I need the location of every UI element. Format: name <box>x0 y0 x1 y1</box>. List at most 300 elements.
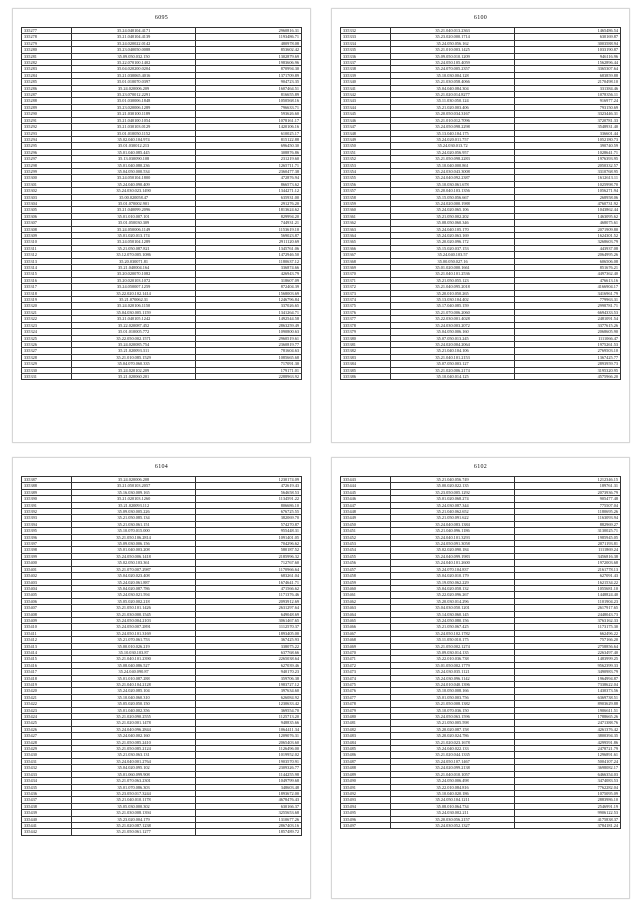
amount-cell: 1344271.12 <box>196 188 302 194</box>
row-id-cell: 335381 <box>341 341 391 347</box>
code-cell: 35.24.040.002.160 <box>71 733 195 739</box>
row-id-cell: 335379 <box>341 329 391 335</box>
row-id-cell: 335320 <box>22 303 72 309</box>
code-cell: 35.21.020.006.2174 <box>390 367 514 373</box>
row-id-cell: 335491 <box>341 784 391 790</box>
code-cell: 35.14.030.060.145 <box>390 611 514 617</box>
amount-cell: 338075.22 <box>196 643 302 649</box>
amount-cell: 870994.30 <box>196 66 302 72</box>
row-id-cell: 335404 <box>22 585 72 591</box>
amount-cell: 564658.53 <box>196 489 302 495</box>
row-id-cell: 335471 <box>341 656 391 662</box>
code-cell: 35.24.040.105.170 <box>390 226 514 232</box>
row-id-cell: 335405 <box>22 592 72 598</box>
amount-cell: 2883986.10 <box>515 797 621 803</box>
code-cell: 35.24.040.001.2764 <box>71 758 195 764</box>
amount-cell: 1180637.12 <box>196 258 302 264</box>
row-id-cell: 335355 <box>341 175 391 181</box>
amount-cell: 1472946.50 <box>196 252 302 258</box>
amount-cell: 806686.10 <box>196 502 302 508</box>
code-cell: 35.23.040050.0088 <box>71 47 195 53</box>
row-id-cell: 335412 <box>22 637 72 643</box>
row-id-cell: 335392 <box>22 509 72 515</box>
row-id-cell: 335295 <box>22 143 72 149</box>
amount-cell: 8903629.88 <box>515 701 621 707</box>
amount-cell: 2265038.64 <box>196 656 302 662</box>
amount-cell: 308876.86 <box>196 149 302 155</box>
row-id-cell: 335425 <box>22 720 72 726</box>
row-id-cell: 335410 <box>22 624 72 630</box>
row-id-cell: 335466 <box>341 624 391 630</box>
code-cell: 35.21.040.095.2018 <box>390 284 514 290</box>
code-cell: 35.21.020.001.1478 <box>71 720 195 726</box>
code-cell: 35.21.010.085.1529 <box>71 354 195 360</box>
code-cell: 35.21.050.085.2410 <box>71 739 195 745</box>
code-cell: 35.21.020.087.1238 <box>71 822 195 828</box>
amount-cell: 231219.60 <box>196 156 302 162</box>
amount-cell: 1983727.12 <box>196 682 302 688</box>
row-id-cell: 335476 <box>341 688 391 694</box>
row-id-cell: 335298 <box>22 162 72 168</box>
row-id-cell: 335420 <box>22 688 72 694</box>
row-id-cell: 335438 <box>22 803 72 809</box>
amount-cell: 1125713.20 <box>196 714 302 720</box>
code-cell: 35.01.010005.772 <box>71 329 195 335</box>
amount-cell: 4678476.43 <box>196 797 302 803</box>
code-cell: 35.01.020.013.174 <box>71 233 195 239</box>
amount-cell: 3548931.40 <box>515 124 621 130</box>
row-id-cell: 335459 <box>341 579 391 585</box>
amount-cell: 1049799.68 <box>196 778 302 784</box>
code-cell: 35.22.010.084.816 <box>390 784 514 790</box>
code-cell: 35.22.050.002.1571 <box>71 335 195 341</box>
row-id-cell: 335294 <box>22 136 72 142</box>
page-title: 6104 <box>154 464 169 470</box>
code-cell: 35.20.030071.81 <box>71 258 195 264</box>
amount-cell: 2758856.64 <box>515 643 621 649</box>
amount-cell: 796633.71 <box>196 104 302 110</box>
code-cell: 35.24.020006.209 <box>71 85 195 91</box>
row-id-cell: 335444 <box>341 483 391 489</box>
code-cell: 35.10.040.014.125 <box>390 373 514 379</box>
code-cell: 35.21.040.101.2153 <box>390 354 514 360</box>
amount-cell: 3195320.95 <box>515 367 621 373</box>
amount-cell: 291276.20 <box>196 200 302 206</box>
amount-cell: 637768.66 <box>196 649 302 655</box>
row-id-cell: 335316 <box>22 277 72 283</box>
amount-cell: 1171376.46 <box>196 592 302 598</box>
amount-cell: 2161778.13 <box>515 566 621 572</box>
row-id-cell: 335345 <box>341 111 391 117</box>
row-id-cell: 335465 <box>341 617 391 623</box>
amount-cell: 443937.08 <box>515 245 621 251</box>
row-id-cell: 335460 <box>341 585 391 591</box>
code-cell: 35.15.050.056.667 <box>390 194 514 200</box>
row-id-cell: 335413 <box>22 643 72 649</box>
amount-cell: 1310677.26 <box>196 816 302 822</box>
row-id-cell: 335358 <box>341 194 391 200</box>
amount-cell: 472619.43 <box>196 483 302 489</box>
code-cell: 35.01.050.002.1779 <box>390 662 514 668</box>
amount-cell: 2769503.10 <box>515 348 621 354</box>
code-cell: 35.21.030.008.1394 <box>71 810 195 816</box>
row-id-cell: 335495 <box>341 810 391 816</box>
code-cell: 35.04.050.000.534 <box>71 168 195 174</box>
row-id-cell: 335433 <box>22 771 72 777</box>
row-id-cell: 335368 <box>341 258 391 264</box>
code-cell: 35.21.040104.4139 <box>71 34 195 40</box>
amount-cell: 2546991.19 <box>515 803 621 809</box>
amount-cell: 382069.70 <box>196 515 302 521</box>
amount-cell: 1055681.10 <box>515 585 621 591</box>
code-cell: 35.21.040.096.1186 <box>390 528 514 534</box>
row-id-cell: 335380 <box>341 335 391 341</box>
code-cell: 35.24.070.104.837 <box>390 566 514 572</box>
code-cell: 35.01.010.007.101 <box>71 213 195 219</box>
amount-cell: 1230174.09 <box>196 477 302 483</box>
code-cell: 35.22.030.001.4028 <box>390 316 514 322</box>
code-cell: 35.20.020.024.786 <box>390 733 514 739</box>
row-id-cell: 335461 <box>341 592 391 598</box>
row-id-cell: 335366 <box>341 245 391 251</box>
row-id-cell: 335398 <box>22 547 72 553</box>
row-id-cell: 335311 <box>22 245 72 251</box>
code-cell: 35.24.050.104.1211 <box>390 797 514 803</box>
row-id-cell: 335482 <box>341 726 391 732</box>
amount-cell: 1621534.22 <box>515 579 621 585</box>
amount-cell: 390740.59 <box>515 143 621 149</box>
code-cell: 35.01.030012.213 <box>71 143 195 149</box>
document-page <box>12 8 311 443</box>
row-id-cell: 335321 <box>22 309 72 315</box>
code-cell: 35.01.040.002.356 <box>71 707 195 713</box>
row-id-cell: 335336 <box>341 53 391 59</box>
amount-cell: 574270.87 <box>196 521 302 527</box>
code-cell: 35.01.020.068.274 <box>390 496 514 502</box>
amount-cell: 1050568.16 <box>196 98 302 104</box>
amount-cell: 955448.31 <box>196 528 302 534</box>
amount-cell: 2960816.31 <box>196 28 302 34</box>
row-id-cell: 335445 <box>341 489 391 495</box>
code-cell: 35.24.030.052.1327 <box>390 822 514 828</box>
row-id-cell: 335369 <box>341 265 391 271</box>
code-cell: 35.24.050.091.3058 <box>390 541 514 547</box>
row-id-cell: 335340 <box>341 79 391 85</box>
code-cell: 35.24.050104.1289 <box>71 239 195 245</box>
code-cell: 35.24.020.004.2064 <box>390 341 514 347</box>
row-id-cell: 335394 <box>22 521 72 527</box>
amount-cell: 2065403.60 <box>196 739 302 745</box>
code-cell: 35.01.070002.901 <box>71 200 195 206</box>
amount-cell: 1033190.87 <box>515 47 621 53</box>
amount-cell: 1246796.84 <box>196 297 302 303</box>
code-cell: 35.24.030.096.1142 <box>390 675 514 681</box>
row-id-cell: 335288 <box>22 98 72 104</box>
code-cell: 35.04.020.058.132 <box>390 585 514 591</box>
amount-cell: 853602.42 <box>196 47 302 53</box>
code-cell: 35.02.050.103.361 <box>71 560 195 566</box>
row-id-cell: 335486 <box>341 752 391 758</box>
amount-cell: 946116.96 <box>515 53 621 59</box>
code-cell: 35.04.070.060.335 <box>71 361 195 367</box>
row-id-cell: 335487 <box>341 758 391 764</box>
row-id-cell: 335382 <box>341 348 391 354</box>
code-cell: 35.24.050.101.3169 <box>71 630 195 636</box>
row-id-cell: 335343 <box>341 98 391 104</box>
amount-cell: 6694333.53 <box>515 309 621 315</box>
row-id-cell: 335349 <box>341 136 391 142</box>
code-cell: 35.24.050.098.2298 <box>390 124 514 130</box>
amount-cell: 1112570.37 <box>196 624 302 630</box>
row-id-cell: 335399 <box>22 553 72 559</box>
amount-cell: 4175838.37 <box>515 816 621 822</box>
row-id-cell: 335328 <box>22 354 72 360</box>
amount-cell: 948835.66 <box>196 720 302 726</box>
table-row <box>341 373 621 379</box>
code-cell: 35.21.050.008.1382 <box>390 701 514 707</box>
data-table <box>340 476 621 829</box>
code-cell: 35.24.040.101.3293 <box>390 534 514 540</box>
code-cell: 35.21.040.056.749 <box>390 477 514 483</box>
row-id-cell: 335318 <box>22 290 72 296</box>
code-cell: 35.22.020.102.1414 <box>71 290 195 296</box>
code-cell: 35.24.020085.754 <box>71 341 195 347</box>
amount-cell: 179171.01 <box>196 367 302 373</box>
code-cell: 35.21.040.104.2128 <box>71 682 195 688</box>
code-cell: 35.21.050.106.2814 <box>71 534 195 540</box>
code-cell: 35.09.030.014.135 <box>390 649 514 655</box>
row-id-cell: 335277 <box>22 28 72 34</box>
row-id-cell: 335407 <box>22 605 72 611</box>
code-cell: 35.24.030.087.344 <box>390 502 514 508</box>
code-cell: 35.21.040.101.2536 <box>390 271 514 277</box>
row-id-cell: 335483 <box>341 733 391 739</box>
row-id-cell: 335384 <box>341 361 391 367</box>
row-id-cell: 335337 <box>341 60 391 66</box>
code-cell: 35.24.040.103.57 <box>390 252 514 258</box>
amount-cell: 1371709.89 <box>196 72 302 78</box>
row-id-cell: 335280 <box>22 47 72 53</box>
amount-cell: 2050332.57 <box>515 162 621 168</box>
code-cell: 35.01.040.085.445 <box>71 149 195 155</box>
code-cell: 35.24.020.061.887 <box>71 579 195 585</box>
row-id-cell: 335428 <box>22 739 72 745</box>
amount-cell: 1043862.44 <box>515 207 621 213</box>
amount-cell: 593626.60 <box>196 111 302 117</box>
amount-cell: 1624301.52 <box>515 233 621 239</box>
amount-cell: 1111869.24 <box>515 547 621 553</box>
amount-cell: 3490983.79 <box>515 669 621 675</box>
code-cell: 35.21.010.003.1425 <box>390 47 514 53</box>
row-id-cell: 335389 <box>22 489 72 495</box>
amount-cell: 851676.21 <box>515 265 621 271</box>
amount-cell: 683261.04 <box>196 573 302 579</box>
row-id-cell: 335469 <box>341 643 391 649</box>
amount-cell: 2478721.79 <box>515 746 621 752</box>
amount-cell: 1345761.06 <box>196 245 302 251</box>
amount-cell: 1078356.11 <box>515 92 621 98</box>
code-cell: 35.23.020.000.1714 <box>390 34 514 40</box>
row-id-cell: 335411 <box>22 630 72 636</box>
amount-cell: 627039.46 <box>196 662 302 668</box>
code-cell: 35.01.020.000.1661 <box>390 265 514 271</box>
code-cell: 35.21.020.023.1678 <box>390 739 514 745</box>
row-id-cell: 335488 <box>341 765 391 771</box>
row-id-cell: 335474 <box>341 675 391 681</box>
amount-cell: 2960519.61 <box>196 335 302 341</box>
row-id-cell: 335371 <box>341 277 391 283</box>
amount-cell: 2867403.16 <box>196 822 302 828</box>
amount-cell: 1903570.91 <box>196 758 302 764</box>
row-id-cell: 335457 <box>341 566 391 572</box>
amount-cell: 2631297.64 <box>196 605 302 611</box>
amount-cell: 476613.16 <box>515 277 621 283</box>
row-id-cell: 335347 <box>341 124 391 130</box>
amount-cell: 1056271.94 <box>515 188 621 194</box>
amount-cell: 569023.87 <box>196 233 302 239</box>
amount-cell: 426943.79 <box>196 271 302 277</box>
code-cell: 35.21.050.067.425 <box>390 624 514 630</box>
row-id-cell: 335367 <box>341 252 391 258</box>
code-cell: 35.24.040.022.133 <box>390 746 514 752</box>
code-cell: 35.24.030.043.3008 <box>390 168 514 174</box>
code-cell: 35.21.020.014.8277 <box>390 92 514 98</box>
amount-cell: 331384.46 <box>515 85 621 91</box>
row-id-cell: 335416 <box>22 662 72 668</box>
code-cell: 35.23.020.004.179 <box>71 816 195 822</box>
row-id-cell: 335344 <box>341 104 391 110</box>
code-cell: 35.24.050.105.4059 <box>390 60 514 66</box>
amount-cell: 2863259.49 <box>196 322 302 328</box>
amount-cell: 1367425.77 <box>515 354 621 360</box>
code-cell: 35.24.050.006.1418 <box>71 553 195 559</box>
amount-cell: 1101904.23 <box>515 598 621 604</box>
amount-cell: 829994.20 <box>196 213 302 219</box>
amount-cell: 1857489.72 <box>196 829 302 835</box>
amount-cell: 4760731.92 <box>515 200 621 206</box>
row-id-cell: 335341 <box>341 85 391 91</box>
code-cell: 35.02.040.104.974 <box>71 136 195 142</box>
amount-cell: 2911120.69 <box>196 239 302 245</box>
amount-cell: 336601.44 <box>515 130 621 136</box>
amount-cell: 4166904.17 <box>515 284 621 290</box>
amount-cell: 1064411.34 <box>196 726 302 732</box>
amount-cell: 1893672.00 <box>196 790 302 796</box>
amount-cell: 1134591.22 <box>196 496 302 502</box>
code-cell: 35.10.070.036.150 <box>390 707 514 713</box>
row-id-cell: 335395 <box>22 528 72 534</box>
amount-cell: 9562399.33 <box>515 662 621 668</box>
amount-cell: 5004107.24 <box>515 758 621 764</box>
row-id-cell: 335364 <box>341 233 391 239</box>
code-cell: 35.21.050.091.622 <box>390 515 514 521</box>
code-cell: 35.10.030.004.128 <box>390 72 514 78</box>
row-id-cell: 335439 <box>22 810 72 816</box>
row-id-cell: 335338 <box>341 66 391 72</box>
code-cell: 35.24.020.063.169 <box>390 233 514 239</box>
table-row <box>341 822 621 828</box>
row-id-cell: 335287 <box>22 92 72 98</box>
row-id-cell: 335396 <box>22 534 72 540</box>
code-cell: 35.16.030.009.165 <box>71 489 195 495</box>
code-cell: 35.24.030.002.211 <box>390 810 514 816</box>
row-id-cell: 335458 <box>341 573 391 579</box>
row-id-cell: 335475 <box>341 682 391 688</box>
amount-cell: 1173175.30 <box>515 624 621 630</box>
amount-cell: 397634.60 <box>196 688 302 694</box>
code-cell: 35.07.050.003.127 <box>390 361 514 367</box>
row-id-cell: 335387 <box>22 477 72 483</box>
code-cell: 35.07.050.013.245 <box>390 335 514 341</box>
code-cell: 35.24.050.007.2891 <box>71 624 195 630</box>
code-cell: 35.22.010.036.738 <box>390 656 514 662</box>
row-id-cell: 335383 <box>341 354 391 360</box>
code-cell: 35.05.020.050.150 <box>71 701 195 707</box>
amount-cell: 3268603.79 <box>515 239 621 245</box>
amount-cell: 630169.87 <box>515 34 621 40</box>
code-cell: 35.24.030.035.1121 <box>390 669 514 675</box>
code-cell: 35.05.030.000.302 <box>71 803 195 809</box>
row-id-cell: 335346 <box>341 117 391 123</box>
code-cell: 35.24.020.065.106 <box>390 207 514 213</box>
amount-cell: 2448043.73 <box>515 611 621 617</box>
row-id-cell: 335315 <box>22 271 72 277</box>
row-id-cell: 335378 <box>341 322 391 328</box>
code-cell: 35.21.050103.2057 <box>71 483 195 489</box>
amount-cell: 1465486.54 <box>515 28 621 34</box>
amount-cell: 630166.37 <box>196 803 302 809</box>
row-id-cell: 335492 <box>341 790 391 796</box>
amount-cell: 626084.92 <box>196 694 302 700</box>
row-id-cell: 335397 <box>22 541 72 547</box>
row-id-cell: 335424 <box>22 714 72 720</box>
code-cell: 35.21.020093.311 <box>71 348 195 354</box>
amount-cell: 1607464.51 <box>196 85 302 91</box>
code-cell: 35.24.020102.209 <box>71 367 195 373</box>
amount-cell: 712767.60 <box>196 560 302 566</box>
code-cell: 35.23.020006.1289 <box>71 104 195 110</box>
row-id-cell: 335430 <box>22 752 72 758</box>
amount-cell: 1813624.62 <box>196 207 302 213</box>
code-cell: 35.24.030.003.2072 <box>390 322 514 328</box>
code-cell: 35.24.050.080.156 <box>390 617 514 623</box>
amount-cell: 4497362.40 <box>515 271 621 277</box>
row-id-cell: 335306 <box>22 213 72 219</box>
code-cell: 35.00.020.022.135 <box>390 483 514 489</box>
row-id-cell: 335435 <box>22 784 72 790</box>
amount-cell: 1788665.26 <box>515 714 621 720</box>
row-id-cell: 335313 <box>22 258 72 264</box>
row-id-cell: 335350 <box>341 143 391 149</box>
code-cell: 35.04.030.005.1159 <box>71 309 195 315</box>
amount-cell: 268958.06 <box>515 194 621 200</box>
row-id-cell: 335390 <box>22 496 72 502</box>
code-cell: 35.00.010.026.219 <box>71 643 195 649</box>
row-id-cell: 335485 <box>341 746 391 752</box>
code-cell: 35.20.020.096.172 <box>390 239 514 245</box>
row-id-cell: 335452 <box>341 534 391 540</box>
code-cell: 35.10.030.061.678 <box>390 181 514 187</box>
code-cell: 35.24.040.090.409 <box>71 181 195 187</box>
code-cell: 35.24.020022.0142 <box>71 40 195 46</box>
code-cell: 35.02.020.090.184 <box>390 547 514 553</box>
row-id-cell: 335333 <box>341 34 391 40</box>
code-cell: 35.19.050.062.229 <box>390 579 514 585</box>
row-id-cell: 335456 <box>341 560 391 566</box>
code-cell: 35.11.030.050.124 <box>390 98 514 104</box>
amount-cell: 1983606.96 <box>196 60 302 66</box>
code-cell: 35.00.050.027.16 <box>390 258 514 264</box>
